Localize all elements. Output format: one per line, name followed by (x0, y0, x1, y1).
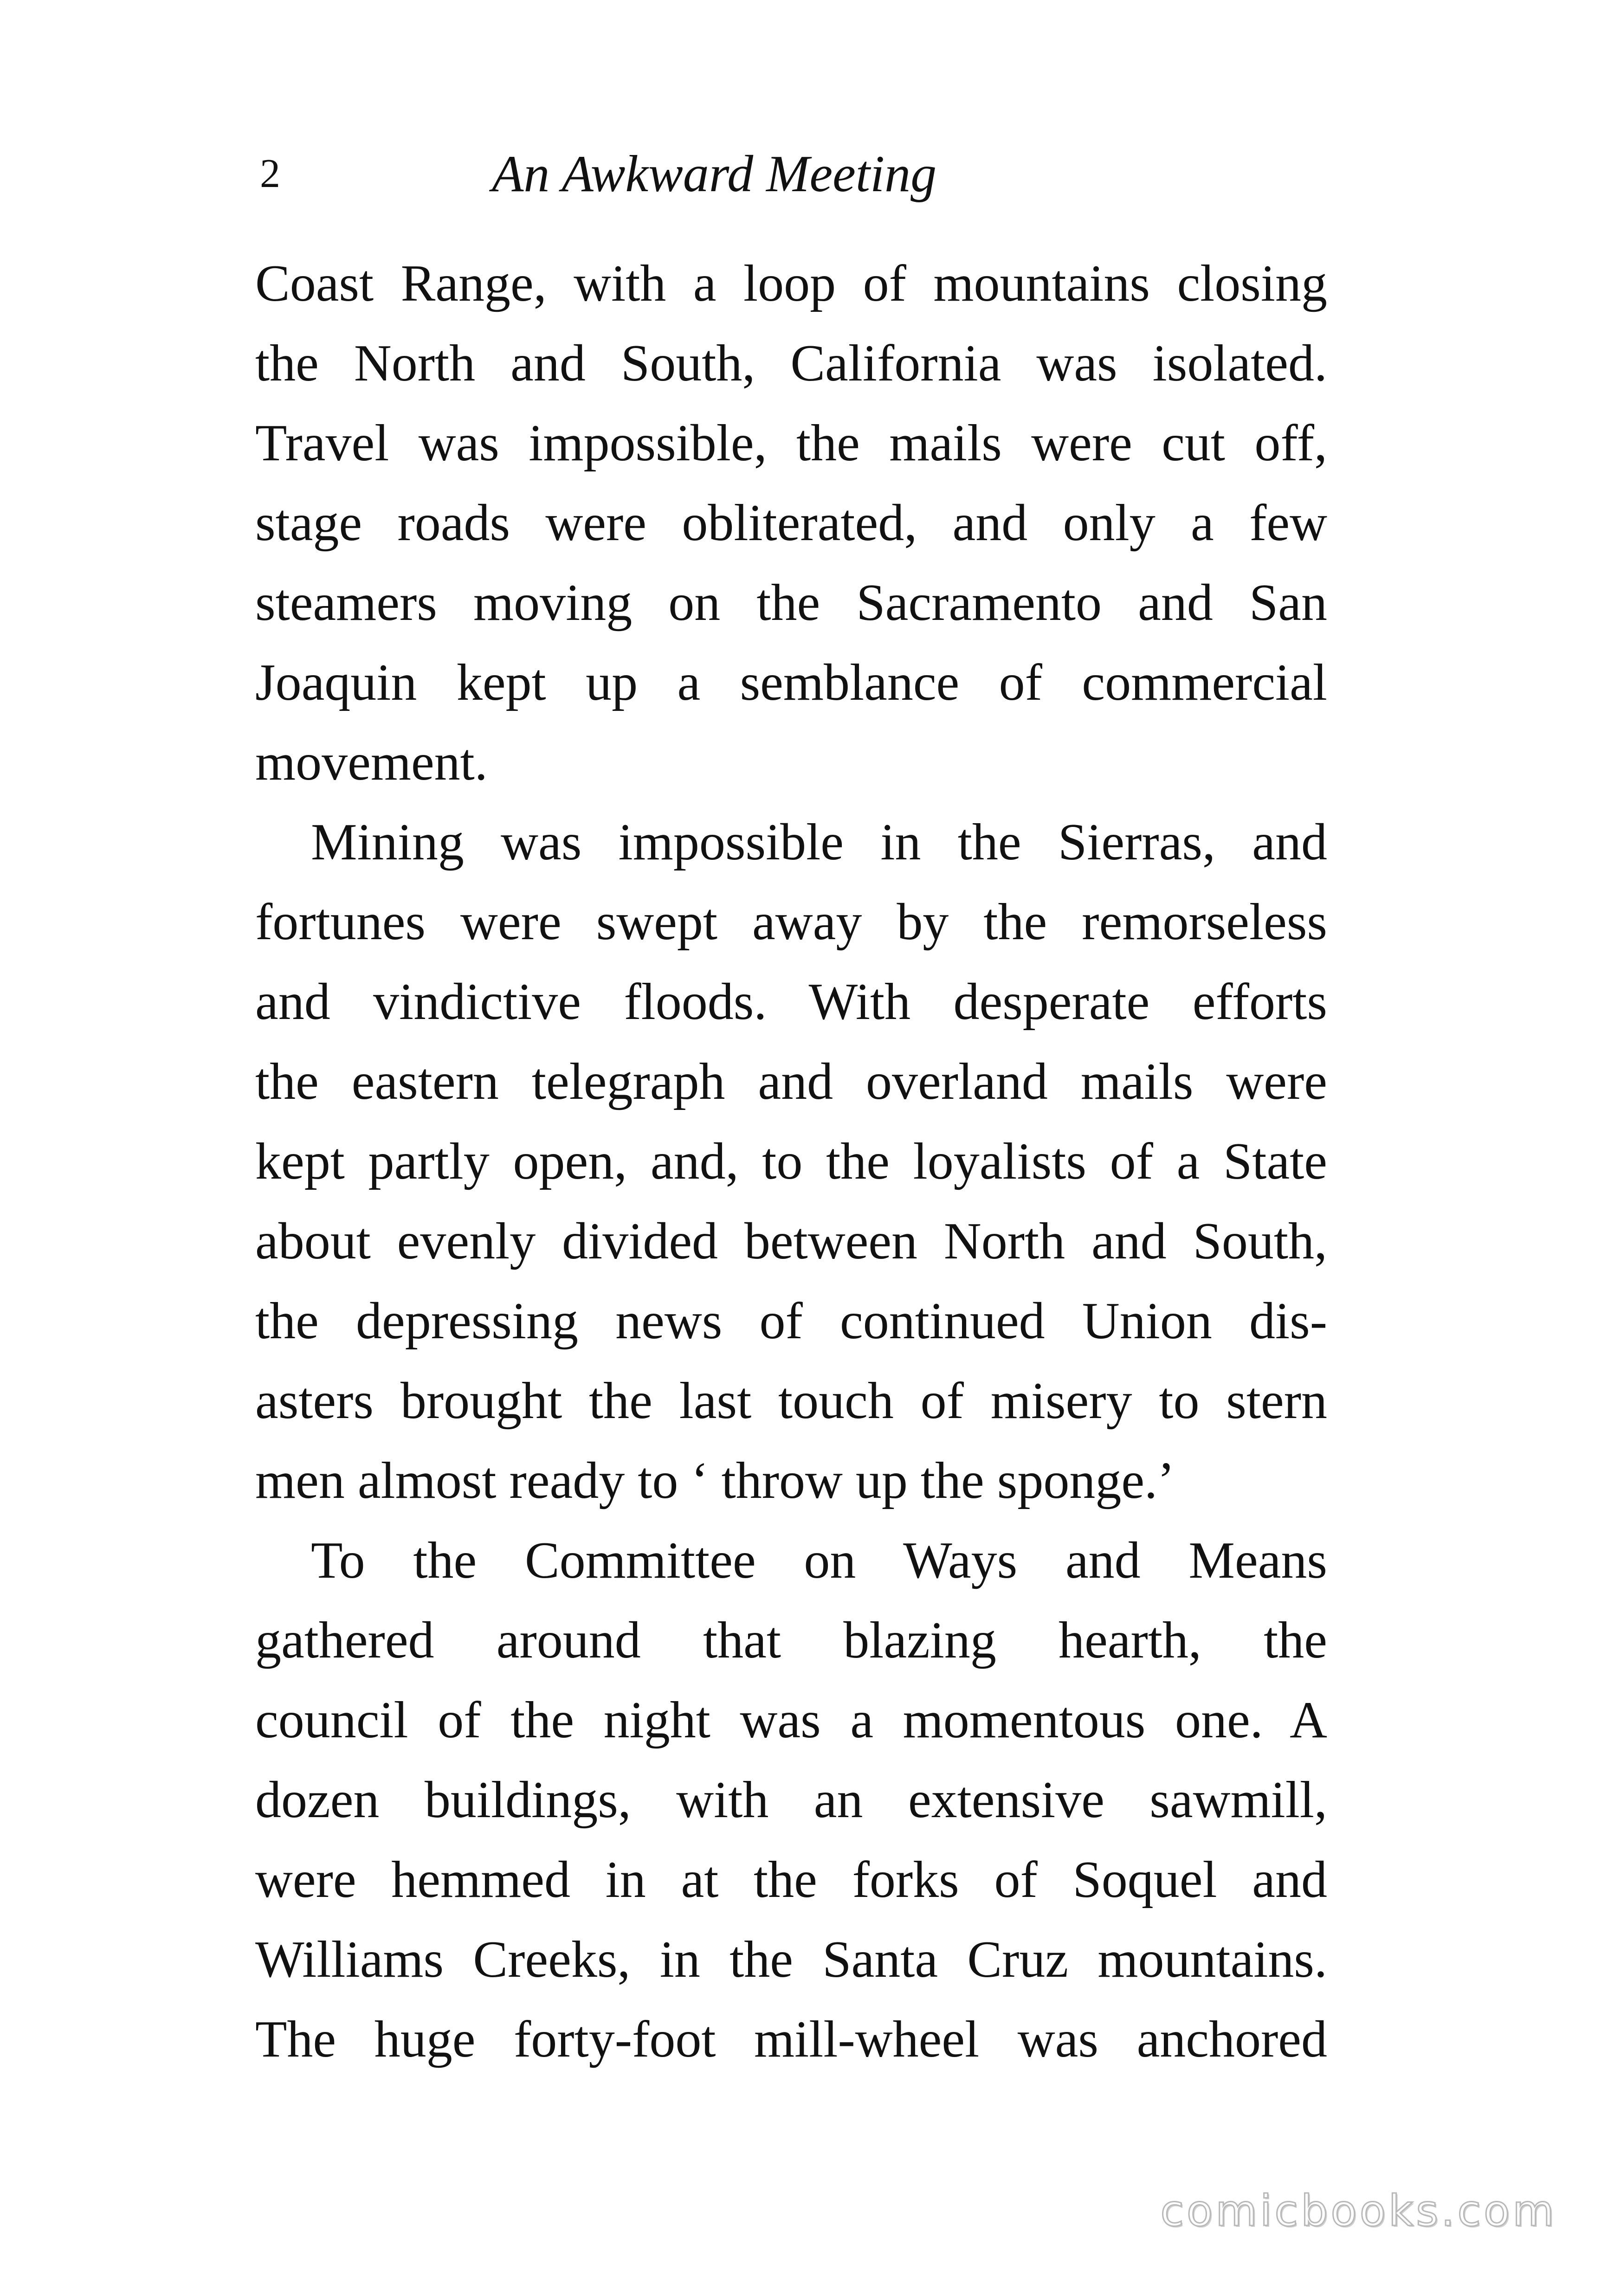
text-line: steamers moving on the Sacramento and San (255, 574, 1327, 632)
text-line: stage roads were obliterated, and only a few (255, 494, 1327, 552)
text-line: To the Committee on Ways and Means (311, 1532, 1327, 1589)
text-line: about evenly divided between North and South, (255, 1212, 1327, 1270)
text-line: Coast Range, with a loop of mountains closing (255, 255, 1327, 312)
text-line: the depressing news of continued Union dis- (255, 1292, 1327, 1350)
text-line: The huge forty-foot mill-wheel was anchored (255, 2011, 1327, 2068)
text-line: the eastern telegraph and overland mails were (255, 1053, 1327, 1110)
paragraph-2 (255, 802, 1327, 1521)
paragraph-1 (255, 244, 1327, 802)
page-header (260, 142, 1327, 206)
text-line: kept partly open, and, to the loyalists of a State (255, 1133, 1327, 1190)
text-line: Joaquin kept up a semblance of commercial (255, 654, 1327, 711)
text-line: and vindictive floods. With desperate efforts (255, 973, 1327, 1031)
text-line: men almost ready to ‘ throw up the sponge.’ (255, 1452, 1175, 1509)
body-text (255, 244, 1327, 2079)
running-title: An Awkward Meeting (492, 145, 937, 203)
page-number: 2 (260, 151, 280, 196)
text-line: were hemmed in at the forks of Soquel and (255, 1851, 1327, 1909)
text-line: council of the night was a momentous one. A (255, 1691, 1327, 1749)
text-line: gathered around that blazing hearth, the (255, 1612, 1327, 1669)
text-line: Mining was impossible in the Sierras, and (311, 813, 1327, 871)
text-line: Williams Creeks, in the Santa Cruz mountains. (255, 1931, 1327, 1988)
text-line: asters brought the last touch of misery to stern (255, 1372, 1327, 1430)
paragraph-3 (255, 1521, 1327, 2079)
text-line: movement. (255, 734, 488, 791)
watermark-logo: comicbooks.com (1160, 2186, 1557, 2236)
text-line: Travel was impossible, the mails were cut off, (255, 414, 1327, 472)
text-line: fortunes were swept away by the remorseless (255, 893, 1327, 951)
text-line: the North and South, California was isolated. (255, 335, 1327, 392)
text-line: dozen buildings, with an extensive sawmill, (255, 1771, 1327, 1829)
